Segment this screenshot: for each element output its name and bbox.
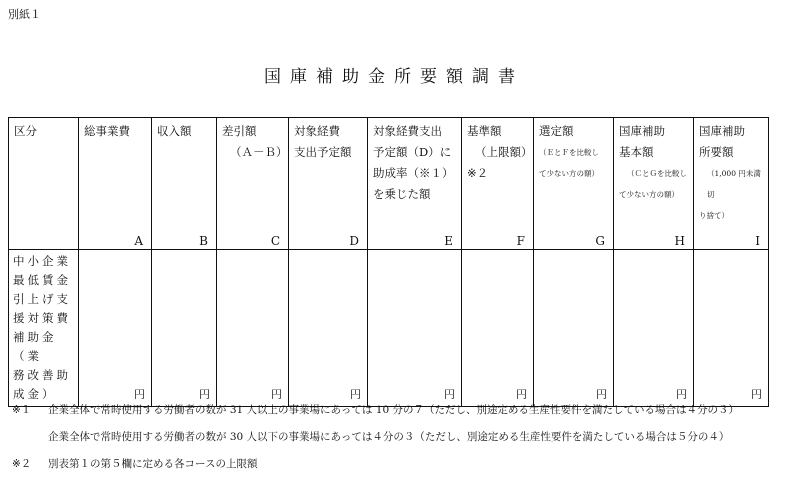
header-text: 支出予定額 bbox=[294, 145, 352, 159]
header-note: て少ない方の額） bbox=[539, 169, 599, 178]
note-1-mark: ※１ bbox=[12, 404, 32, 416]
column-letter: H bbox=[674, 234, 685, 248]
header-text: 対象経費支出 bbox=[373, 124, 442, 138]
yen-unit: 円 bbox=[134, 388, 145, 401]
row-label-text: 援対策費 bbox=[13, 311, 71, 325]
row-label-text: 務改善助 bbox=[13, 368, 71, 382]
header-note: り捨て） bbox=[699, 211, 729, 220]
amount-cell[interactable] bbox=[462, 250, 534, 407]
row-label-text: 成金） bbox=[13, 387, 57, 401]
header-note: て少ない方の額） bbox=[619, 190, 679, 199]
column-letter: E bbox=[444, 234, 453, 248]
yen-unit: 円 bbox=[516, 388, 527, 401]
note-1-line-1: 企業全体で常時使用する労働者の数が 31 人以上の事業場にあっては 10 分の７（ただし、別途定める生産性要件を満たしている場合は４分の３） bbox=[48, 404, 739, 416]
yen-unit: 円 bbox=[676, 388, 687, 401]
header-text: 対象経費 bbox=[294, 124, 340, 138]
row-label-text: 引上げ支 bbox=[13, 292, 71, 306]
header-row bbox=[9, 118, 769, 250]
amount-cell[interactable] bbox=[534, 250, 614, 407]
page-title: 国庫補助金所要額調書 bbox=[264, 67, 524, 87]
header-text: 国庫補助 bbox=[619, 124, 665, 138]
header-cell bbox=[152, 118, 217, 250]
header-note: （ＥとＦを比較し bbox=[539, 148, 599, 157]
header-cell bbox=[79, 118, 152, 250]
amount-cell[interactable] bbox=[368, 250, 462, 407]
header-cell bbox=[9, 118, 79, 250]
header-cell bbox=[289, 118, 368, 250]
column-letter: D bbox=[349, 234, 359, 248]
header-text: （上限額） bbox=[475, 145, 533, 159]
header-cell bbox=[462, 118, 534, 250]
amount-cell[interactable] bbox=[694, 250, 769, 407]
yen-unit: 円 bbox=[751, 388, 762, 401]
header-text: 基本額 bbox=[619, 145, 654, 159]
yen-unit: 円 bbox=[444, 388, 455, 401]
column-letter: I bbox=[755, 234, 760, 248]
header-cell bbox=[534, 118, 614, 250]
yen-unit: 円 bbox=[199, 388, 210, 401]
yen-unit: 円 bbox=[596, 388, 607, 401]
header-text: 区分 bbox=[14, 124, 37, 138]
header-text: 基準額 bbox=[467, 124, 502, 138]
header-text: 差引額 bbox=[222, 124, 257, 138]
header-text: （Ａ－Ｂ） bbox=[230, 145, 288, 159]
column-letter: B bbox=[199, 234, 208, 248]
row-label-cell bbox=[9, 250, 79, 407]
amount-cell[interactable] bbox=[614, 250, 694, 407]
row-label-text: 最低賃金 bbox=[13, 273, 71, 287]
header-text: 収入額 bbox=[157, 124, 192, 138]
row-label-text: 補助金（業 bbox=[13, 330, 57, 363]
header-cell bbox=[368, 118, 462, 250]
yen-unit: 円 bbox=[350, 388, 361, 401]
header-text: 総事業費 bbox=[84, 124, 130, 138]
column-letter: C bbox=[270, 234, 280, 248]
annex-label: 別紙１ bbox=[8, 8, 41, 21]
column-letter: F bbox=[516, 234, 525, 248]
table-row bbox=[9, 250, 769, 407]
yen-unit: 円 bbox=[271, 388, 282, 401]
column-letter: G bbox=[595, 234, 605, 248]
header-text: 助成率（※１） bbox=[373, 166, 454, 180]
subsidy-table bbox=[8, 117, 769, 407]
column-letter: A bbox=[134, 234, 143, 248]
note-2-text: 別表第１の第５欄に定める各コースの上限額 bbox=[48, 458, 258, 470]
header-text: 国庫補助 bbox=[699, 124, 745, 138]
header-text: ※２ bbox=[467, 166, 489, 180]
header-text: を乗じた額 bbox=[373, 187, 431, 201]
header-text: 予定額（D）に bbox=[373, 145, 452, 159]
header-note: （ＣとＧを比較し bbox=[627, 169, 687, 178]
header-cell bbox=[217, 118, 289, 250]
row-label-text: 中小企業 bbox=[13, 254, 71, 268]
header-text: 所要額 bbox=[699, 145, 734, 159]
note-1-line-2: 企業全体で常時使用する労働者の数が 30 人以下の事業場にあっては４分の３（ただし、別途定める生産性要件を満たしている場合は５分の４） bbox=[48, 431, 730, 443]
note-2-mark: ※２ bbox=[12, 458, 32, 470]
header-note: （1,000 円未満切 bbox=[707, 169, 761, 199]
header-text: 選定額 bbox=[539, 124, 574, 138]
amount-cell[interactable] bbox=[79, 250, 152, 407]
amount-cell[interactable] bbox=[217, 250, 289, 407]
amount-cell[interactable] bbox=[152, 250, 217, 407]
amount-cell[interactable] bbox=[289, 250, 368, 407]
header-cell bbox=[694, 118, 769, 250]
header-cell bbox=[614, 118, 694, 250]
